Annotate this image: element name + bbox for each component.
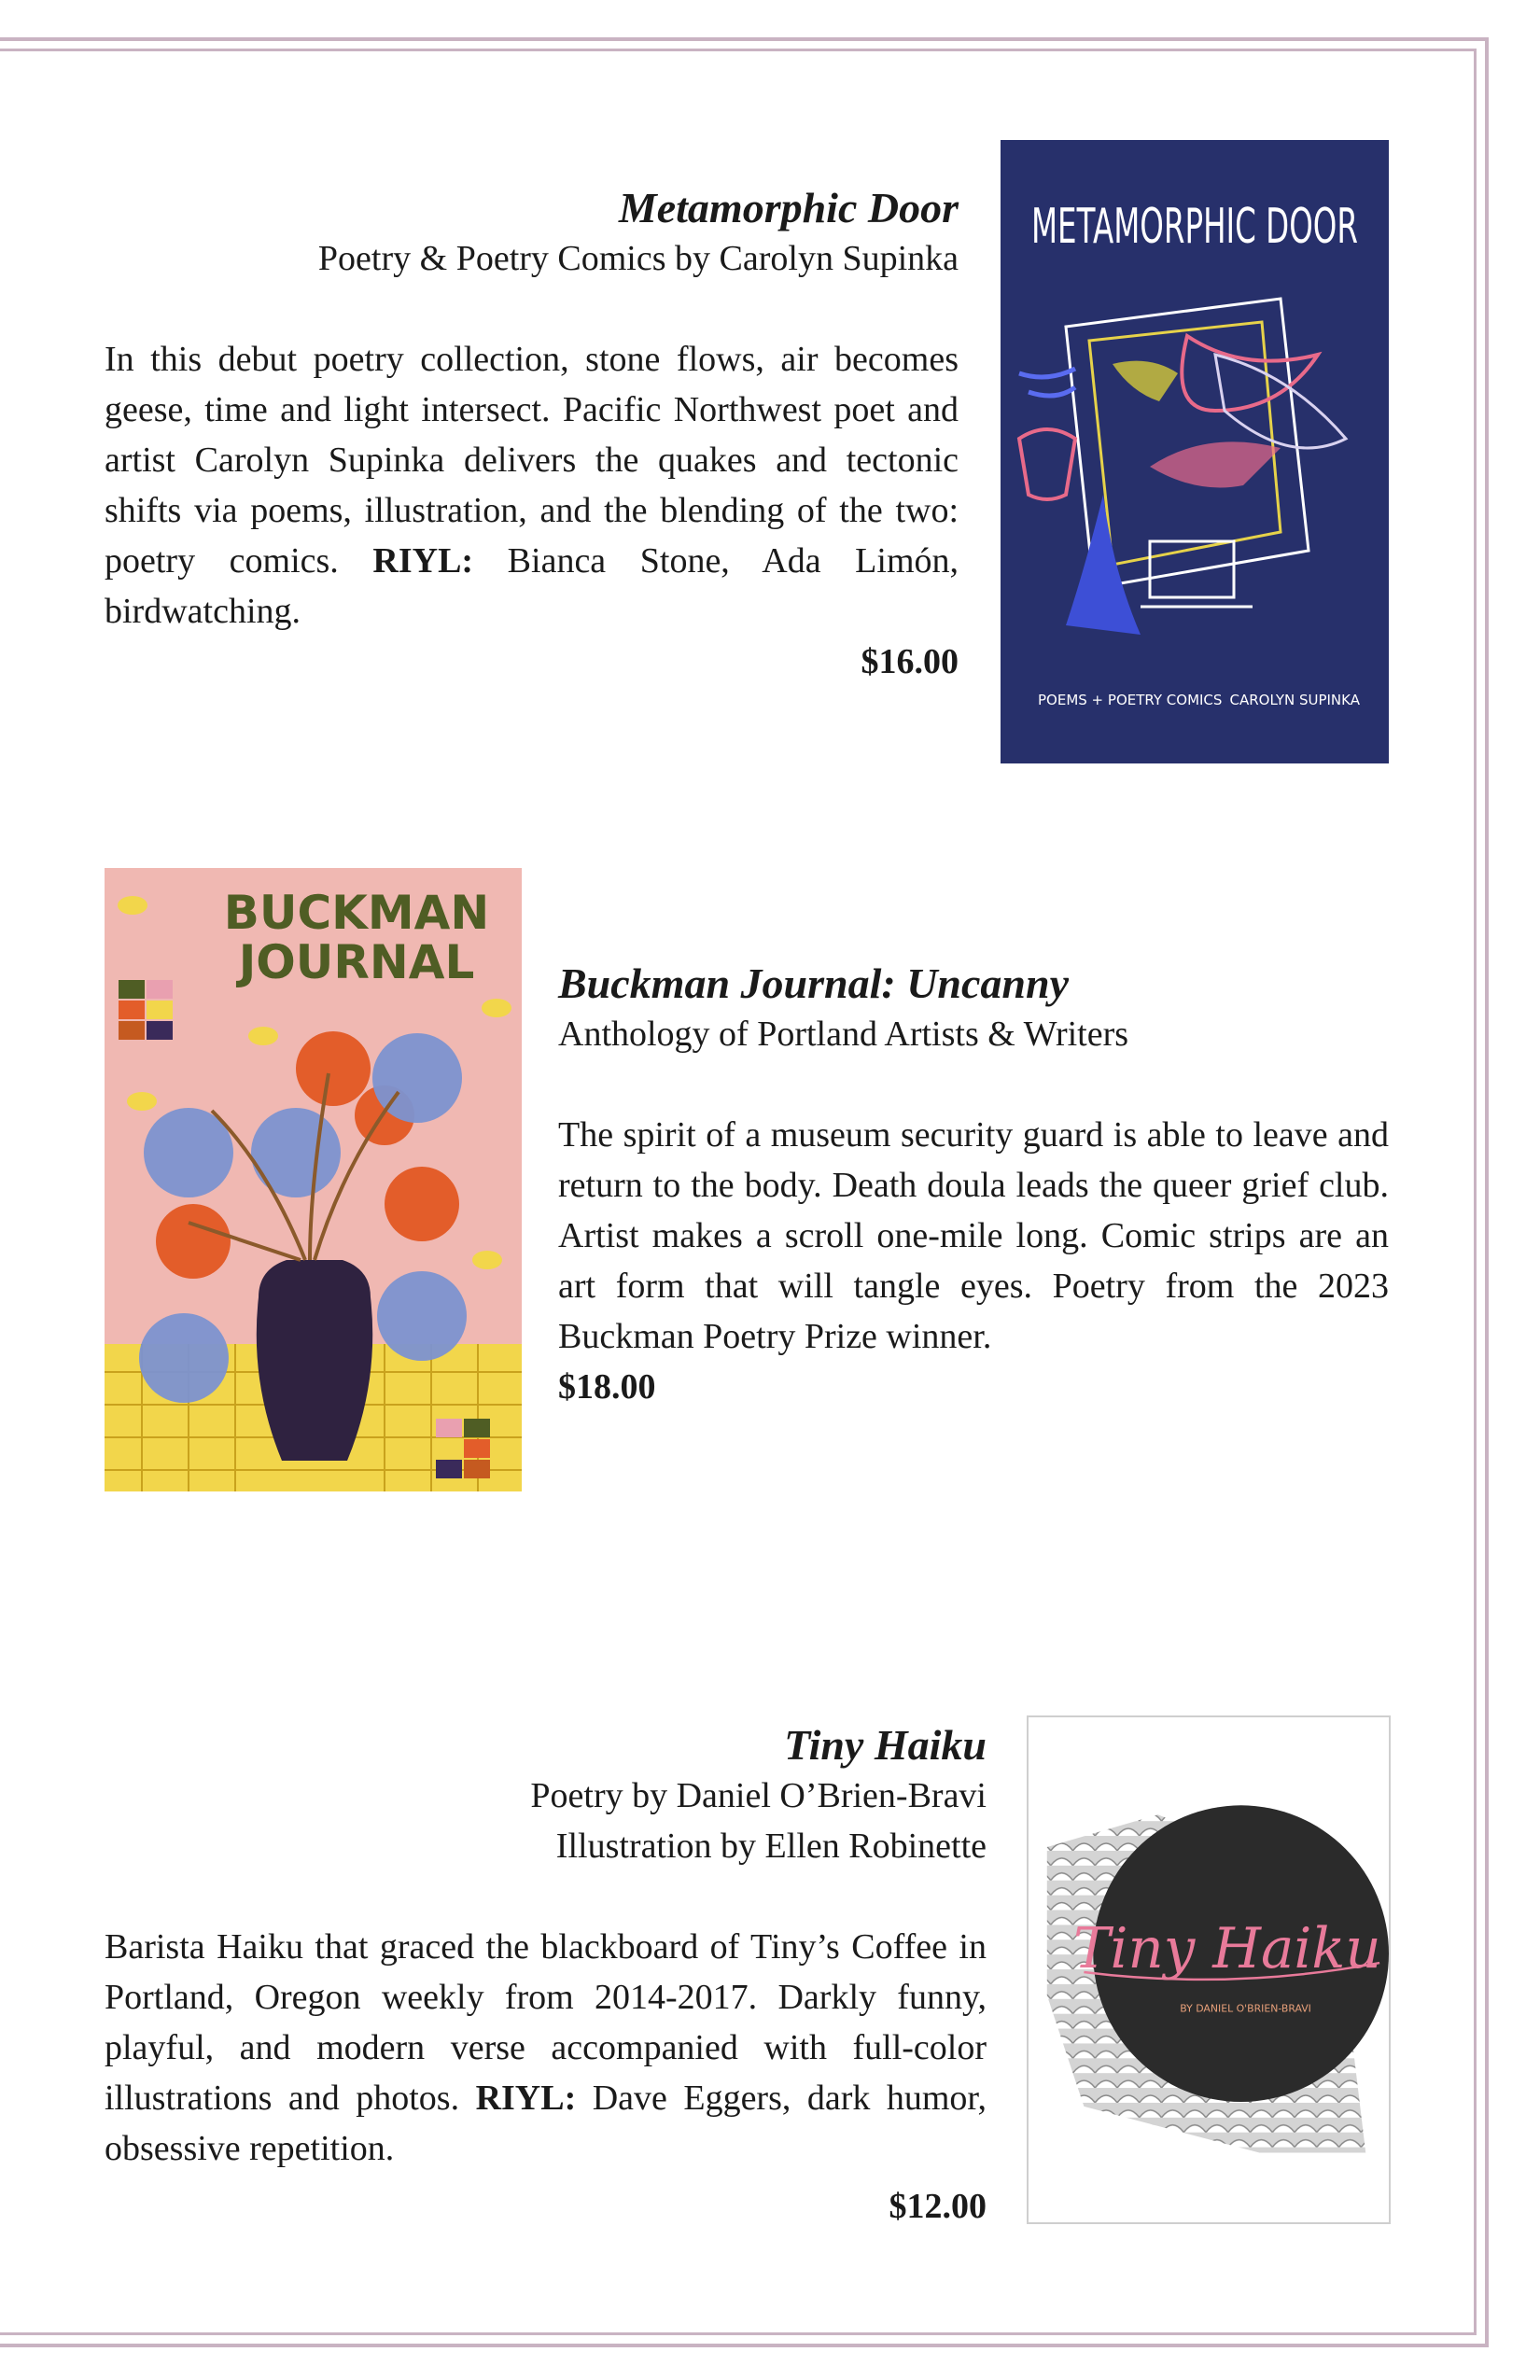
book-description bbox=[105, 334, 959, 637]
book-subtitle: Poetry & Poetry Comics by Carolyn Supinka bbox=[317, 239, 959, 278]
book-title: Tiny Haiku bbox=[784, 1721, 987, 1769]
cover-illustration bbox=[1001, 140, 1389, 763]
book-description: The spirit of a museum security guard is able to leave and return to the body. Death doula leads the queer grief club. Artist makes a scroll one-mile long. Comic strips are an art form that will tangle eyes. Poetry from the 2023 Buckman Poetry Prize winner. bbox=[558, 1115, 1389, 1356]
book-description bbox=[105, 1922, 987, 2174]
cover-author: CAROLYN SUPINKA bbox=[1229, 692, 1360, 708]
cover-byline: BY DANIEL O'BRIEN-BRAVI bbox=[1180, 2002, 1311, 2015]
description-text: In this debut poetry collection, stone flows, air becomes geese, time and light intersect. Pacific Northwest poet and artist Carolyn Supinka delivers the quakes and tectonic shifts via poems, illustration, and the blending of the two: poetry comics. bbox=[105, 340, 959, 581]
book-title: Buckman Journal: Uncanny bbox=[558, 959, 1070, 1007]
book-subtitle-illustration: Illustration by Ellen Robinette bbox=[555, 1827, 987, 1866]
book-entry-metamorphic-door bbox=[105, 183, 959, 687]
riyl-label: RIYL: bbox=[475, 2079, 577, 2118]
riyl-text: Bianca Stone, Ada Limón, birdwatching. bbox=[105, 541, 959, 631]
book-price: $12.00 bbox=[889, 2187, 987, 2226]
cover-buckman-journal bbox=[105, 868, 522, 1491]
cover-metamorphic-door bbox=[1001, 140, 1389, 763]
description-text: Barista Haiku that graced the blackboard of Tiny’s Coffee in Portland, Oregon weekly from 2014-2017. Darkly funny, playful, and modern verse accompanied with full-color illustrations and photos. bbox=[105, 1927, 987, 2118]
cover-line1: BUCKMAN bbox=[223, 886, 490, 940]
book-subtitle: Anthology of Portland Artists & Writers bbox=[558, 1015, 1129, 1054]
cover-illustration bbox=[105, 868, 522, 1491]
book-entry-tiny-haiku bbox=[105, 1720, 987, 2232]
book-price: $18.00 bbox=[558, 1367, 656, 1407]
book-subtitle-poetry: Poetry by Daniel O’Brien-Bravi bbox=[530, 1776, 987, 1815]
cover-line2: JOURNAL bbox=[238, 935, 475, 989]
cover-tiny-haiku bbox=[1027, 1715, 1391, 2224]
cover-illustration bbox=[1029, 1717, 1389, 2222]
cover-title-lettering: METAMORPHIC DOOR bbox=[1031, 199, 1358, 255]
cover-script-title: Tiny Haiku bbox=[1072, 1916, 1381, 1982]
riyl-text: Dave Eggers, dark humor, obsessive repetition. bbox=[105, 2079, 987, 2168]
cover-bottom-left: POEMS + POETRY COMICS bbox=[1038, 692, 1223, 708]
riyl-label: RIYL: bbox=[372, 541, 474, 581]
book-title: Metamorphic Door bbox=[618, 184, 959, 231]
book-price: $16.00 bbox=[861, 642, 959, 681]
book-entry-buckman-journal bbox=[558, 959, 1389, 1412]
